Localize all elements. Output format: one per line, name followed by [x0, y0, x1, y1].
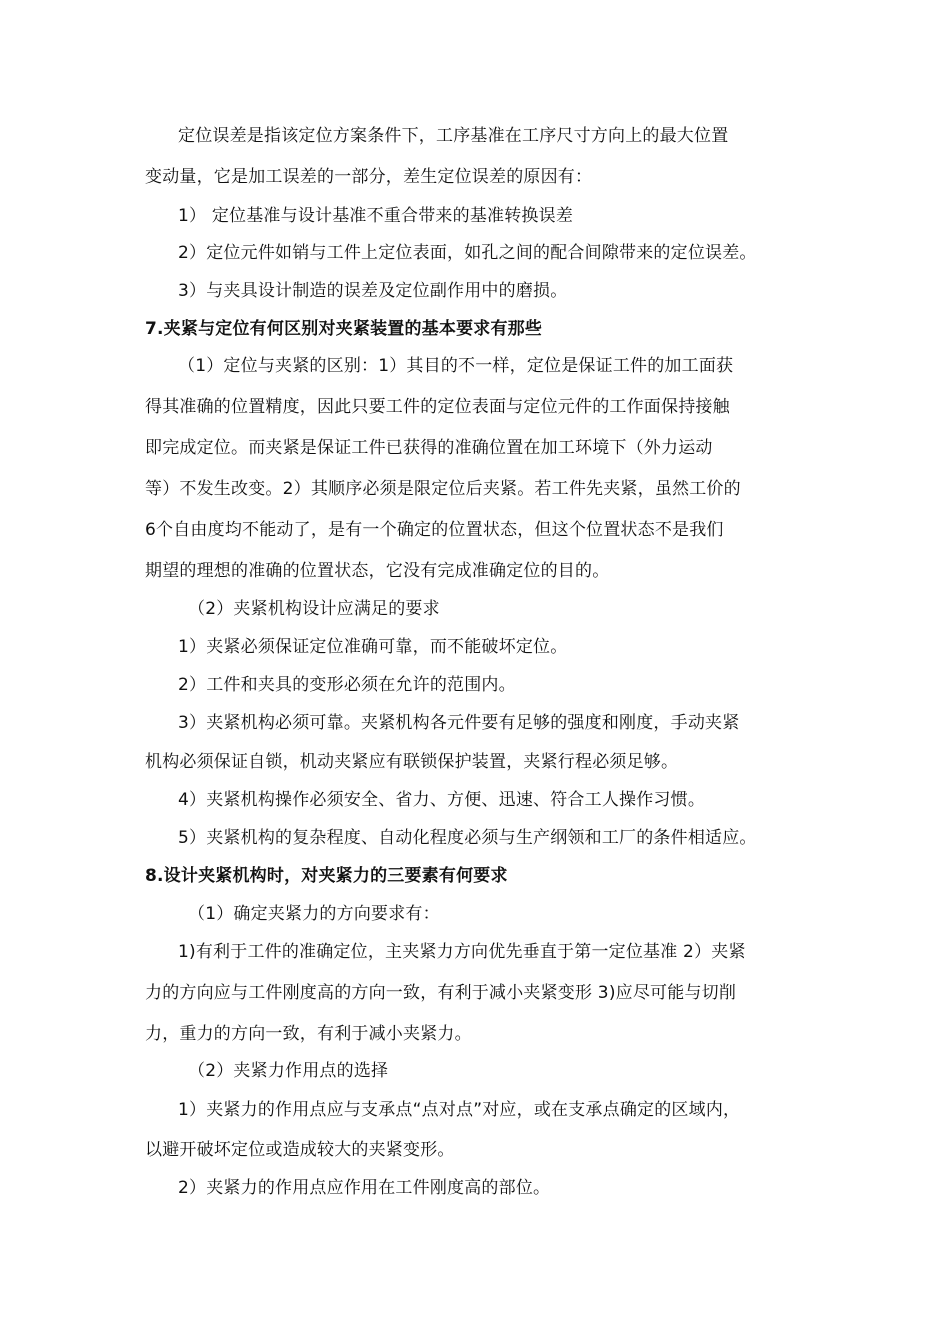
list-item: 5）夹紧机构的复杂程度、自动化程度必须与生产纲领和工厂的条件相适应。 [178, 828, 757, 848]
paragraph-line: 变动量，它是加工误差的一部分，差生定位误差的原因有： [145, 167, 593, 187]
paragraph-line: 等）不发生改变。2）其顺序必须是限定位后夹紧。若工件先夹紧，虽然工价的 [145, 479, 741, 499]
list-item: 2）夹紧力的作用点应作用在工件刚度高的部位。 [178, 1178, 551, 1198]
list-item: 3）夹紧机构必须可靠。夹紧机构各元件要有足够的强度和刚度，手动夹紧 [178, 713, 740, 733]
list-item: 2）工件和夹具的变形必须在允许的范围内。 [178, 675, 516, 695]
list-item: 3）与夹具设计制造的误差及定位副作用中的磨损。 [178, 281, 568, 301]
paragraph-line: 以避开破坏定位或造成较大的夹紧变形。 [145, 1140, 455, 1160]
list-item: 4）夹紧机构操作必须安全、省力、方便、迅速、符合工人操作习惯。 [178, 790, 706, 810]
subsection-heading: （2）夹紧力作用点的选择 [188, 1061, 389, 1081]
paragraph-line: 定位误差是指该定位方案条件下，工序基准在工序尺寸方向上的最大位置 [178, 126, 729, 146]
section-heading-8: 8.设计夹紧机构时，对夹紧力的三要素有何要求 [145, 866, 508, 886]
paragraph-line: （1）定位与夹紧的区别：1）其目的不一样，定位是保证工件的加工面获 [178, 356, 734, 376]
subsection-heading: （2）夹紧机构设计应满足的要求 [188, 599, 440, 619]
paragraph-line: 得其准确的位置精度，因此只要工件的定位表面与定位元件的工作面保持接触 [145, 397, 730, 417]
paragraph-line: 机构必须保证自锁，机动夹紧应有联锁保护装置，夹紧行程必须足够。 [145, 752, 679, 772]
paragraph-line: 1)有利于工件的准确定位，主夹紧力方向优先垂直于第一定位基准 2）夹紧 [178, 942, 746, 962]
paragraph-line: 力的方向应与工件刚度高的方向一致，有利于减小夹紧变形 3)应尽可能与切削 [145, 983, 737, 1003]
list-item: 2）定位元件如销与工件上定位表面，如孔之间的配合间隙带来的定位误差。 [178, 243, 757, 263]
subsection-heading: （1）确定夹紧力的方向要求有： [188, 904, 440, 924]
paragraph-line: 力，重力的方向一致，有利于减小夹紧力。 [145, 1024, 472, 1044]
list-item: 1） 定位基准与设计基准不重合带来的基准转换误差 [178, 206, 574, 226]
paragraph-line: 期望的理想的准确的位置状态，它没有完成准确定位的目的。 [145, 561, 610, 581]
section-heading-7: 7.夹紧与定位有何区别对夹紧装置的基本要求有那些 [145, 319, 543, 339]
paragraph-line: 6个自由度均不能动了，是有一个确定的位置状态，但这个位置状态不是我们 [145, 520, 724, 540]
list-item: 1）夹紧力的作用点应与支承点“点对点”对应，或在支承点确定的区域内， [178, 1100, 741, 1120]
paragraph-line: 即完成定位。而夹紧是保证工件已获得的准确位置在加工环境下（外力运动 [145, 438, 713, 458]
list-item: 1）夹紧必须保证定位准确可靠，而不能破坏定位。 [178, 637, 568, 657]
